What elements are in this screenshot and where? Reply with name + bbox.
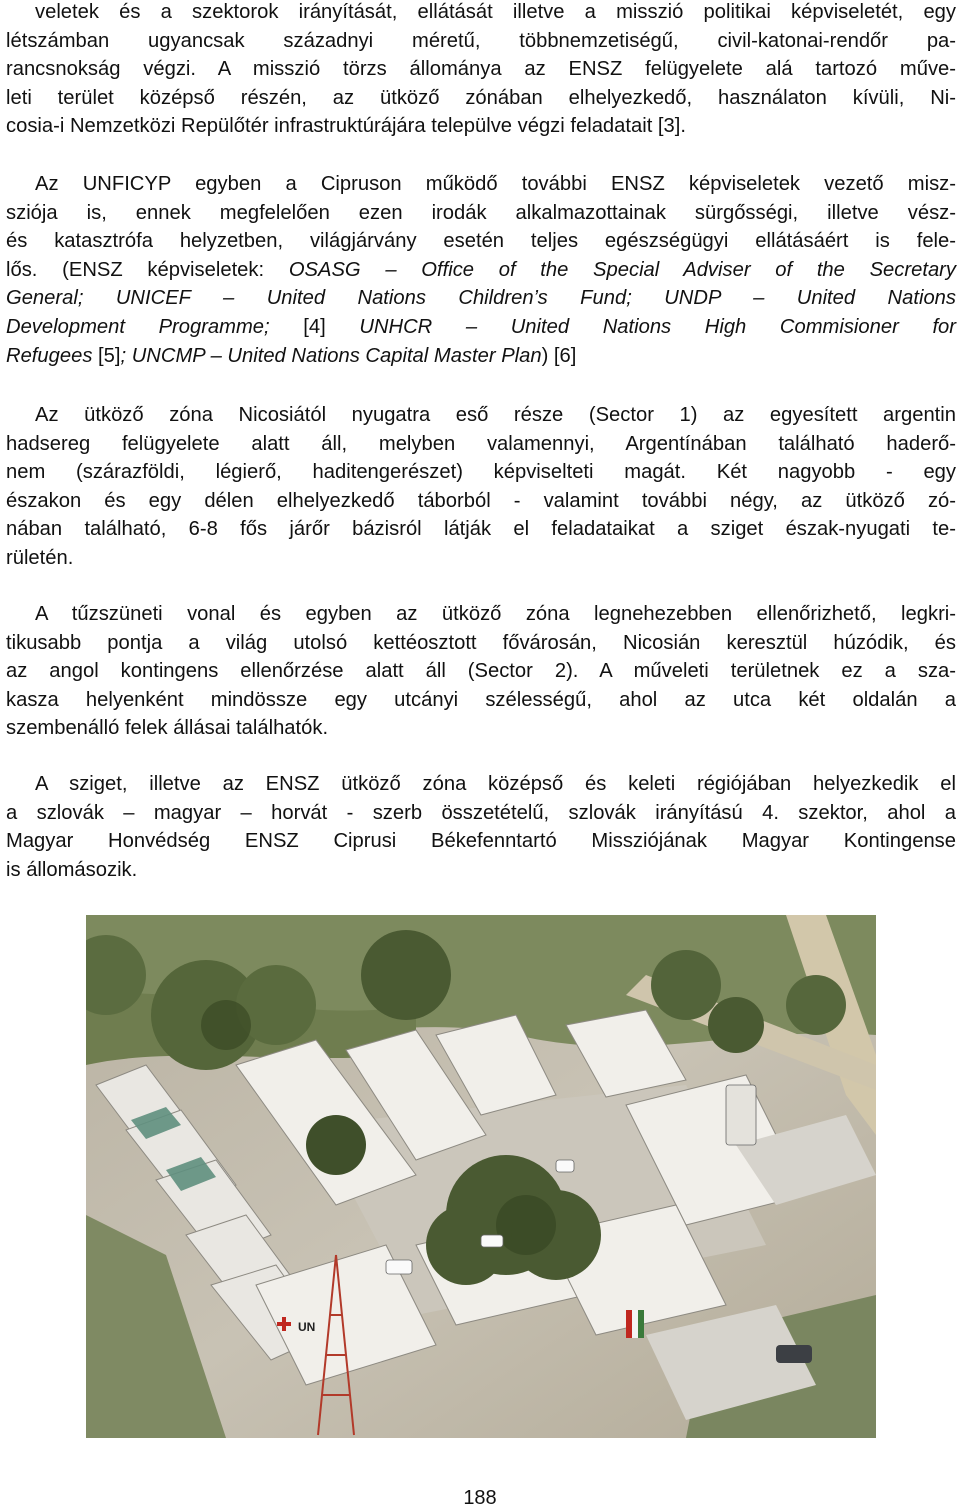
text-line [6,84,956,113]
text-run: és katasztrófa helyzetben, világjárvány esetén teljes egészségügyi ellátásáért is fele- [6,230,956,253]
text-run: tikusabb pontja a világ utolsó kettéosztott fővárosán, Nicosián keresztül húzódik, és [6,631,956,654]
text-run: északon és egy délen elhelyezkedő táborból - valamint további négy, az ütköző zó- [6,489,956,512]
text-run: kasza helyenként mindössze egy utcányi szélességű, ahol az utca két oldalán a [6,688,956,711]
text-run: [4] [269,315,360,338]
text-line [6,487,956,516]
text-run: szembenálló felek állásai találhatók. [6,717,329,740]
text-line [6,313,956,342]
text-run: A sziget, illetve az ENSZ ütköző zóna középső és keleti régiójában helyezkedik el [35,773,956,795]
text-run: is állomásozik. [6,858,138,881]
text-line [6,629,956,658]
text-run: Az ütköző zóna Nicosiától nyugatra eső része (Sector 1) az egyesített argentin [35,404,956,426]
text-run: sziója is, ennek megfelelően ezen irodák alkalmazottainak sürgősségi, illetve vész- [6,201,956,224]
text-line [6,342,956,371]
text-line [6,714,956,743]
text-line [6,657,956,686]
aerial-photo-un-camp [86,915,876,1438]
text-line [6,515,956,544]
text-line [6,600,956,629]
text-line [6,199,956,228]
paragraph-3 [6,401,956,573]
italic-text-run: General; UNICEF – United Nations Children’s Fund; UNDP – United Nations [6,287,956,310]
text-run: cosia-i Nemzetközi Repülőtér infrastruktúrájára települve végzi feladatait [3]. [6,115,686,138]
text-run: Az UNFICYP egyben a Cipruson működő további ENSZ képviseletek vezető misz- [35,173,956,195]
text-line [6,430,956,459]
un-sign: UN [298,1320,316,1334]
text-run: az angol kontingens ellenőrzése alatt áll (Sector 2). A műveleti területnek ez a sza- [6,660,956,683]
text-line [6,401,956,430]
italic-text-run: Refugees [6,344,93,367]
text-line [6,770,956,799]
page-number: 188 [463,1487,497,1509]
text-run: rületén. [6,546,74,569]
text-run: A tűzszüneti vonal és egyben az ütköző zóna legnehezebben ellenőrizhető, legkri- [35,603,956,625]
paragraph-5 [6,770,956,884]
text-run: lős. (ENSZ képviseletek: [6,258,289,281]
text-line [6,227,956,256]
italic-text-run: OSASG – Office of the Special Adviser of the Secretary [288,258,956,281]
text-line [6,686,956,715]
text-line [6,284,956,313]
text-run: leti terület középső részén, az ütköző zónában elhelyezkedő, használaton kívüli, Ni- [6,86,956,109]
text-line [6,856,956,885]
text-run: [5] [92,344,121,367]
text-line [6,27,956,56]
text-run: nában található, 6-8 fős járőr bázisról látják el feladataikat a sziget észak-nyugati te- [6,518,956,541]
italic-text-run: UNHCR – United Nations High Commisioner for [359,315,956,338]
text-run: létszámban ugyancsak századnyi méretű, többnemzetiségű, civil-katonai-rendőr pa- [6,29,956,52]
paragraph-1 [6,0,956,141]
italic-text-run: Development Programme; [6,315,270,338]
text-line [6,256,956,285]
text-line [6,170,956,199]
text-run: hadsereg felügyelete alatt áll, melyben valamennyi, Argentínában található haderő- [6,432,956,455]
text-run: ) [6] [541,344,577,367]
text-line [6,458,956,487]
text-line [6,544,956,573]
text-run: Magyar Honvédség ENSZ Ciprusi Békefenntartó Missziójának Magyar Kontingense [6,830,956,853]
dark-car [776,1345,812,1363]
text-run: veletek és a szektorok irányítását, ellátását illetve a misszió politikai képviseletét, egy [35,1,956,23]
text-line [6,827,956,856]
text-line [6,799,956,828]
text-line [6,112,956,141]
paragraph-4 [6,600,956,743]
text-run: a szlovák – magyar – horvát - szerb összetételű, szlovák irányítású 4. szektor, ahol a [6,801,956,824]
text-line [6,55,956,84]
italic-text-run: ; UNCMP – United Nations Capital Master Plan [120,344,542,367]
flag-stripes [626,1310,644,1338]
text-run: rancsnokság végzi. A misszió törzs állománya az ENSZ felügyelete alá tartozó műve- [6,58,956,81]
text-run: nem (szárazföldi, légierő, haditengerészet) képviselteti magát. Két nagyobb - egy [6,461,956,484]
paragraph-2 [6,170,956,370]
text-line [6,0,956,27]
